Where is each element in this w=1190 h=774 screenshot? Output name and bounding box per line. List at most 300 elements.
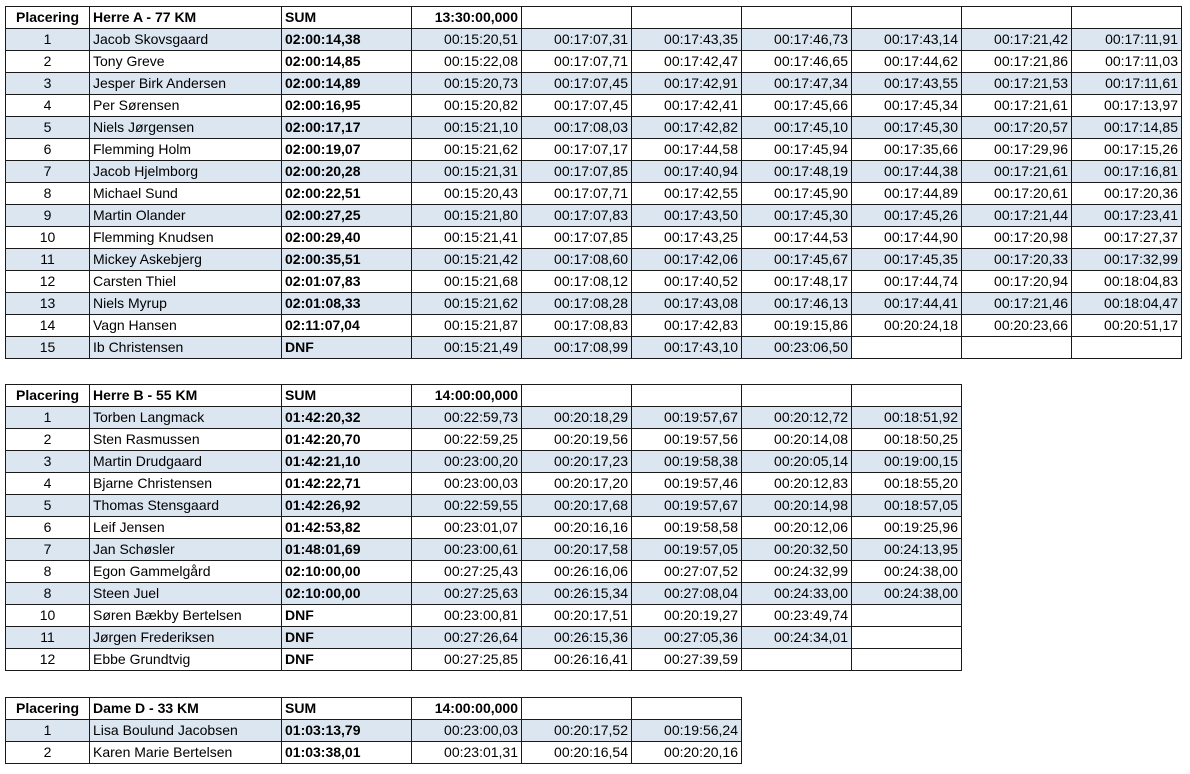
rider-name-cell: Leif Jensen [90, 517, 282, 539]
lap-time-cell [1072, 337, 1182, 359]
lap-time-cell: 00:17:42,06 [632, 249, 742, 271]
lap-time-cell: 00:17:42,83 [632, 315, 742, 337]
lap-time-cell: 00:17:48,17 [742, 271, 852, 293]
total-time-cell: 01:42:53,82 [282, 517, 412, 539]
lap-time-cell: 00:23:00,61 [412, 539, 522, 561]
table-row [6, 51, 1182, 73]
lap-time-cell: 00:17:44,89 [852, 183, 962, 205]
table-row [6, 73, 1182, 95]
lap-time-cell: 00:19:57,56 [632, 429, 742, 451]
placement-cell: 5 [6, 117, 90, 139]
lap-time-cell: 00:24:13,95 [852, 539, 962, 561]
lap-time-cell: 00:17:44,62 [852, 51, 962, 73]
start-time-cell: 14:00:00,000 [412, 385, 522, 407]
lap-time-cell [962, 337, 1072, 359]
class-title-cell: Dame D - 33 KM [90, 698, 282, 720]
header-blank-cell [632, 698, 742, 720]
header-blank-cell [632, 7, 742, 29]
lap-time-cell [742, 649, 852, 671]
lap-time-cell: 00:17:45,26 [852, 205, 962, 227]
lap-time-cell: 00:22:59,73 [412, 407, 522, 429]
lap-time-cell: 00:18:04,83 [1072, 271, 1182, 293]
lap-time-cell: 00:15:21,87 [412, 315, 522, 337]
rider-name-cell: Jesper Birk Andersen [90, 73, 282, 95]
lap-time-cell: 00:17:45,94 [742, 139, 852, 161]
rider-name-cell: Tony Greve [90, 51, 282, 73]
lap-time-cell: 00:20:16,54 [522, 742, 632, 764]
rider-name-cell: Jørgen Frederiksen [90, 627, 282, 649]
lap-time-cell: 00:19:00,15 [852, 451, 962, 473]
column-header-placering: Placering [6, 698, 90, 720]
placement-cell: 6 [6, 139, 90, 161]
lap-time-cell: 00:19:58,38 [632, 451, 742, 473]
lap-time-cell: 00:26:15,34 [522, 583, 632, 605]
lap-time-cell: 00:26:15,36 [522, 627, 632, 649]
class-title-cell: Herre A - 77 KM [90, 7, 282, 29]
lap-time-cell: 00:15:21,62 [412, 293, 522, 315]
lap-time-cell: 00:17:16,81 [1072, 161, 1182, 183]
results-table-herre-b [5, 384, 962, 671]
lap-time-cell: 00:17:46,65 [742, 51, 852, 73]
lap-time-cell: 00:20:18,29 [522, 407, 632, 429]
lap-time-cell: 00:20:17,68 [522, 495, 632, 517]
total-time-cell: 02:01:07,83 [282, 271, 412, 293]
lap-time-cell: 00:20:51,17 [1072, 315, 1182, 337]
lap-time-cell: 00:17:45,67 [742, 249, 852, 271]
lap-time-cell: 00:17:21,46 [962, 293, 1072, 315]
lap-time-cell: 00:17:32,99 [1072, 249, 1182, 271]
lap-time-cell: 00:17:45,34 [852, 95, 962, 117]
rider-name-cell: Carsten Thiel [90, 271, 282, 293]
total-time-cell: 02:01:08,33 [282, 293, 412, 315]
header-blank-cell [522, 7, 632, 29]
results-table-herre-a [5, 6, 1182, 359]
lap-time-cell: 00:20:24,18 [852, 315, 962, 337]
header-row [6, 7, 1182, 29]
total-time-cell: DNF [282, 627, 412, 649]
lap-time-cell: 00:27:39,59 [632, 649, 742, 671]
lap-time-cell: 00:17:43,55 [852, 73, 962, 95]
lap-time-cell: 00:17:40,94 [632, 161, 742, 183]
rider-name-cell: Egon Gammelgård [90, 561, 282, 583]
header-blank-cell [632, 385, 742, 407]
total-time-cell: 02:00:20,28 [282, 161, 412, 183]
lap-time-cell: 00:17:43,10 [632, 337, 742, 359]
rider-name-cell: Torben Langmack [90, 407, 282, 429]
lap-time-cell: 00:17:08,99 [522, 337, 632, 359]
lap-time-cell: 00:17:44,53 [742, 227, 852, 249]
rider-name-cell: Ebbe Grundtvig [90, 649, 282, 671]
lap-time-cell [852, 337, 962, 359]
lap-time-cell: 00:23:00,20 [412, 451, 522, 473]
rider-name-cell: Ib Christensen [90, 337, 282, 359]
lap-time-cell: 00:18:50,25 [852, 429, 962, 451]
column-header-sum: SUM [282, 698, 412, 720]
lap-time-cell: 00:24:34,01 [742, 627, 852, 649]
lap-time-cell: 00:20:17,23 [522, 451, 632, 473]
lap-time-cell: 00:20:17,20 [522, 473, 632, 495]
rider-name-cell: Jan Schøsler [90, 539, 282, 561]
lap-time-cell: 00:20:14,08 [742, 429, 852, 451]
lap-time-cell: 00:17:07,17 [522, 139, 632, 161]
lap-time-cell: 00:26:16,41 [522, 649, 632, 671]
lap-time-cell: 00:17:44,58 [632, 139, 742, 161]
lap-time-cell: 00:17:43,14 [852, 29, 962, 51]
placement-cell: 7 [6, 539, 90, 561]
lap-time-cell: 00:17:23,41 [1072, 205, 1182, 227]
table-row [6, 720, 742, 742]
placement-cell: 13 [6, 293, 90, 315]
total-time-cell: 01:03:38,01 [282, 742, 412, 764]
placement-cell: 15 [6, 337, 90, 359]
table-row [6, 315, 1182, 337]
rider-name-cell: Jacob Hjelmborg [90, 161, 282, 183]
total-time-cell: 02:00:22,51 [282, 183, 412, 205]
lap-time-cell: 00:24:33,00 [742, 583, 852, 605]
table-row [6, 517, 962, 539]
rider-name-cell: Lisa Boulund Jacobsen [90, 720, 282, 742]
lap-time-cell: 00:17:08,12 [522, 271, 632, 293]
lap-time-cell: 00:17:48,19 [742, 161, 852, 183]
table-row [6, 742, 742, 764]
total-time-cell: 01:48:01,69 [282, 539, 412, 561]
lap-time-cell: 00:18:51,92 [852, 407, 962, 429]
rider-name-cell: Per Sørensen [90, 95, 282, 117]
lap-time-cell: 00:17:44,41 [852, 293, 962, 315]
rider-name-cell: Martin Drudgaard [90, 451, 282, 473]
table-row [6, 271, 1182, 293]
placement-cell: 9 [6, 205, 90, 227]
lap-time-cell: 00:27:25,63 [412, 583, 522, 605]
lap-time-cell: 00:20:23,66 [962, 315, 1072, 337]
lap-time-cell: 00:17:07,71 [522, 183, 632, 205]
column-header-sum: SUM [282, 385, 412, 407]
lap-time-cell: 00:20:20,16 [632, 742, 742, 764]
table-row [6, 627, 962, 649]
header-row [6, 698, 742, 720]
lap-time-cell: 00:18:04,47 [1072, 293, 1182, 315]
lap-time-cell: 00:17:46,73 [742, 29, 852, 51]
lap-time-cell: 00:18:57,05 [852, 495, 962, 517]
placement-cell: 7 [6, 161, 90, 183]
table-row [6, 561, 962, 583]
lap-time-cell: 00:15:21,42 [412, 249, 522, 271]
header-blank-cell [852, 7, 962, 29]
total-time-cell: 02:10:00,00 [282, 583, 412, 605]
total-time-cell: 01:03:13,79 [282, 720, 412, 742]
lap-time-cell: 00:17:15,26 [1072, 139, 1182, 161]
rider-name-cell: Steen Juel [90, 583, 282, 605]
total-time-cell: 02:10:00,00 [282, 561, 412, 583]
lap-time-cell: 00:17:21,61 [962, 161, 1072, 183]
lap-time-cell: 00:17:43,35 [632, 29, 742, 51]
column-header-sum: SUM [282, 7, 412, 29]
lap-time-cell: 00:15:22,08 [412, 51, 522, 73]
lap-time-cell: 00:23:00,81 [412, 605, 522, 627]
rider-name-cell: Bjarne Christensen [90, 473, 282, 495]
lap-time-cell: 00:15:21,62 [412, 139, 522, 161]
lap-time-cell: 00:17:40,52 [632, 271, 742, 293]
rider-name-cell: Mickey Askebjerg [90, 249, 282, 271]
table-row [6, 583, 962, 605]
lap-time-cell: 00:17:11,61 [1072, 73, 1182, 95]
lap-time-cell: 00:17:20,57 [962, 117, 1072, 139]
lap-time-cell: 00:26:16,06 [522, 561, 632, 583]
lap-time-cell: 00:27:25,85 [412, 649, 522, 671]
lap-time-cell: 00:17:42,82 [632, 117, 742, 139]
lap-time-cell [852, 627, 962, 649]
lap-time-cell: 00:20:17,51 [522, 605, 632, 627]
column-header-placering: Placering [6, 7, 90, 29]
placement-cell: 8 [6, 183, 90, 205]
lap-time-cell: 00:27:25,43 [412, 561, 522, 583]
lap-time-cell: 00:17:08,03 [522, 117, 632, 139]
lap-time-cell: 00:27:07,52 [632, 561, 742, 583]
lap-time-cell: 00:17:08,28 [522, 293, 632, 315]
lap-time-cell: 00:23:00,03 [412, 473, 522, 495]
lap-time-cell: 00:15:20,73 [412, 73, 522, 95]
lap-time-cell: 00:17:13,97 [1072, 95, 1182, 117]
rider-name-cell: Jacob Skovsgaard [90, 29, 282, 51]
table-row [6, 249, 1182, 271]
total-time-cell: 01:42:26,92 [282, 495, 412, 517]
total-time-cell: 02:00:16,95 [282, 95, 412, 117]
start-time-cell: 14:00:00,000 [412, 698, 522, 720]
total-time-cell: 01:42:21,10 [282, 451, 412, 473]
total-time-cell: 02:00:14,89 [282, 73, 412, 95]
table-row [6, 495, 962, 517]
column-header-placering: Placering [6, 385, 90, 407]
lap-time-cell: 00:17:14,85 [1072, 117, 1182, 139]
rider-name-cell: Søren Bækby Bertelsen [90, 605, 282, 627]
lap-time-cell: 00:20:16,16 [522, 517, 632, 539]
rider-name-cell: Thomas Stensgaard [90, 495, 282, 517]
lap-time-cell: 00:19:15,86 [742, 315, 852, 337]
lap-time-cell: 00:17:20,61 [962, 183, 1072, 205]
lap-time-cell: 00:17:44,74 [852, 271, 962, 293]
lap-time-cell: 00:19:57,67 [632, 495, 742, 517]
lap-time-cell: 00:20:12,72 [742, 407, 852, 429]
total-time-cell: 01:42:20,32 [282, 407, 412, 429]
table-row [6, 227, 1182, 249]
lap-time-cell: 00:19:57,05 [632, 539, 742, 561]
lap-time-cell: 00:20:12,83 [742, 473, 852, 495]
lap-time-cell: 00:15:20,43 [412, 183, 522, 205]
lap-time-cell: 00:17:45,10 [742, 117, 852, 139]
placement-cell: 11 [6, 627, 90, 649]
total-time-cell: DNF [282, 605, 412, 627]
placement-cell: 3 [6, 73, 90, 95]
placement-cell: 10 [6, 605, 90, 627]
lap-time-cell: 00:17:27,37 [1072, 227, 1182, 249]
lap-time-cell: 00:17:21,53 [962, 73, 1072, 95]
placement-cell: 1 [6, 407, 90, 429]
lap-time-cell: 00:19:58,58 [632, 517, 742, 539]
table-row [6, 539, 962, 561]
total-time-cell: 01:42:20,70 [282, 429, 412, 451]
table-row [6, 337, 1182, 359]
lap-time-cell: 00:15:21,49 [412, 337, 522, 359]
lap-time-cell: 00:23:01,31 [412, 742, 522, 764]
table-row [6, 605, 962, 627]
placement-cell: 4 [6, 95, 90, 117]
header-blank-cell [522, 385, 632, 407]
lap-time-cell: 00:20:14,98 [742, 495, 852, 517]
lap-time-cell: 00:24:38,00 [852, 561, 962, 583]
lap-time-cell: 00:17:45,90 [742, 183, 852, 205]
rider-name-cell: Karen Marie Bertelsen [90, 742, 282, 764]
table-row [6, 95, 1182, 117]
placement-cell: 11 [6, 249, 90, 271]
lap-time-cell: 00:18:55,20 [852, 473, 962, 495]
lap-time-cell [852, 649, 962, 671]
header-blank-cell [1072, 7, 1182, 29]
lap-time-cell: 00:24:38,00 [852, 583, 962, 605]
lap-time-cell: 00:17:08,83 [522, 315, 632, 337]
lap-time-cell: 00:17:45,30 [742, 205, 852, 227]
table-row [6, 429, 962, 451]
table-row [6, 407, 962, 429]
lap-time-cell: 00:20:12,06 [742, 517, 852, 539]
rider-name-cell: Martin Olander [90, 205, 282, 227]
lap-time-cell: 00:15:21,68 [412, 271, 522, 293]
header-row [6, 385, 962, 407]
table-row [6, 649, 962, 671]
lap-time-cell: 00:17:44,38 [852, 161, 962, 183]
placement-cell: 4 [6, 473, 90, 495]
lap-time-cell: 00:17:35,66 [852, 139, 962, 161]
lap-time-cell [852, 605, 962, 627]
table-row [6, 139, 1182, 161]
lap-time-cell: 00:17:45,30 [852, 117, 962, 139]
lap-time-cell: 00:15:20,51 [412, 29, 522, 51]
total-time-cell: 02:00:14,38 [282, 29, 412, 51]
table-row [6, 293, 1182, 315]
table-row [6, 473, 962, 495]
lap-time-cell: 00:27:05,36 [632, 627, 742, 649]
total-time-cell: DNF [282, 337, 412, 359]
lap-time-cell: 00:17:29,96 [962, 139, 1072, 161]
lap-time-cell: 00:23:49,74 [742, 605, 852, 627]
lap-time-cell: 00:17:20,33 [962, 249, 1072, 271]
lap-time-cell: 00:20:17,52 [522, 720, 632, 742]
placement-cell: 8 [6, 583, 90, 605]
results-table-dame-d [5, 697, 742, 764]
total-time-cell: 02:00:35,51 [282, 249, 412, 271]
lap-time-cell: 00:15:21,80 [412, 205, 522, 227]
lap-time-cell: 00:20:19,56 [522, 429, 632, 451]
total-time-cell: 02:00:29,40 [282, 227, 412, 249]
lap-time-cell: 00:23:01,07 [412, 517, 522, 539]
lap-time-cell: 00:22:59,25 [412, 429, 522, 451]
lap-time-cell: 00:23:06,50 [742, 337, 852, 359]
lap-time-cell: 00:17:44,90 [852, 227, 962, 249]
rider-name-cell: Flemming Knudsen [90, 227, 282, 249]
lap-time-cell: 00:17:46,13 [742, 293, 852, 315]
class-title-cell: Herre B - 55 KM [90, 385, 282, 407]
total-time-cell: 02:00:17,17 [282, 117, 412, 139]
lap-time-cell: 00:19:57,67 [632, 407, 742, 429]
lap-time-cell: 00:17:21,86 [962, 51, 1072, 73]
lap-time-cell: 00:15:21,10 [412, 117, 522, 139]
table-row [6, 451, 962, 473]
lap-time-cell: 00:17:21,42 [962, 29, 1072, 51]
lap-time-cell: 00:19:57,46 [632, 473, 742, 495]
rider-name-cell: Flemming Holm [90, 139, 282, 161]
lap-time-cell: 00:19:25,96 [852, 517, 962, 539]
lap-time-cell: 00:17:21,61 [962, 95, 1072, 117]
placement-cell: 14 [6, 315, 90, 337]
lap-time-cell: 00:17:45,35 [852, 249, 962, 271]
header-blank-cell [522, 698, 632, 720]
lap-time-cell: 00:17:47,34 [742, 73, 852, 95]
lap-time-cell: 00:17:43,50 [632, 205, 742, 227]
lap-time-cell: 00:17:07,31 [522, 29, 632, 51]
placement-cell: 10 [6, 227, 90, 249]
lap-time-cell: 00:17:08,60 [522, 249, 632, 271]
header-blank-cell [742, 7, 852, 29]
lap-time-cell: 00:23:00,03 [412, 720, 522, 742]
lap-time-cell: 00:27:08,04 [632, 583, 742, 605]
lap-time-cell: 00:17:07,85 [522, 161, 632, 183]
lap-time-cell: 00:20:17,58 [522, 539, 632, 561]
placement-cell: 1 [6, 720, 90, 742]
total-time-cell: 01:42:22,71 [282, 473, 412, 495]
table-row [6, 183, 1182, 205]
lap-time-cell: 00:17:43,25 [632, 227, 742, 249]
lap-time-cell: 00:17:20,98 [962, 227, 1072, 249]
header-blank-cell [852, 385, 962, 407]
placement-cell: 1 [6, 29, 90, 51]
placement-cell: 8 [6, 561, 90, 583]
total-time-cell: 02:00:27,25 [282, 205, 412, 227]
lap-time-cell: 00:17:07,85 [522, 227, 632, 249]
lap-time-cell: 00:17:21,44 [962, 205, 1072, 227]
total-time-cell: 02:00:14,85 [282, 51, 412, 73]
table-row [6, 205, 1182, 227]
placement-cell: 2 [6, 429, 90, 451]
lap-time-cell: 00:24:32,99 [742, 561, 852, 583]
header-blank-cell [742, 385, 852, 407]
table-row [6, 117, 1182, 139]
placement-cell: 2 [6, 51, 90, 73]
total-time-cell: DNF [282, 649, 412, 671]
lap-time-cell: 00:17:42,47 [632, 51, 742, 73]
lap-time-cell: 00:17:42,55 [632, 183, 742, 205]
lap-time-cell: 00:17:42,41 [632, 95, 742, 117]
placement-cell: 3 [6, 451, 90, 473]
total-time-cell: 02:11:07,04 [282, 315, 412, 337]
table-row [6, 29, 1182, 51]
lap-time-cell: 00:20:05,14 [742, 451, 852, 473]
rider-name-cell: Niels Jørgensen [90, 117, 282, 139]
rider-name-cell: Vagn Hansen [90, 315, 282, 337]
lap-time-cell: 00:15:21,41 [412, 227, 522, 249]
lap-time-cell: 00:17:07,71 [522, 51, 632, 73]
lap-time-cell: 00:17:07,83 [522, 205, 632, 227]
lap-time-cell: 00:17:43,08 [632, 293, 742, 315]
placement-cell: 12 [6, 271, 90, 293]
lap-time-cell: 00:17:07,45 [522, 95, 632, 117]
lap-time-cell: 00:17:11,91 [1072, 29, 1182, 51]
lap-time-cell: 00:17:11,03 [1072, 51, 1182, 73]
lap-time-cell: 00:20:32,50 [742, 539, 852, 561]
rider-name-cell: Niels Myrup [90, 293, 282, 315]
lap-time-cell: 00:17:20,36 [1072, 183, 1182, 205]
lap-time-cell: 00:17:45,66 [742, 95, 852, 117]
total-time-cell: 02:00:19,07 [282, 139, 412, 161]
lap-time-cell: 00:17:20,94 [962, 271, 1072, 293]
